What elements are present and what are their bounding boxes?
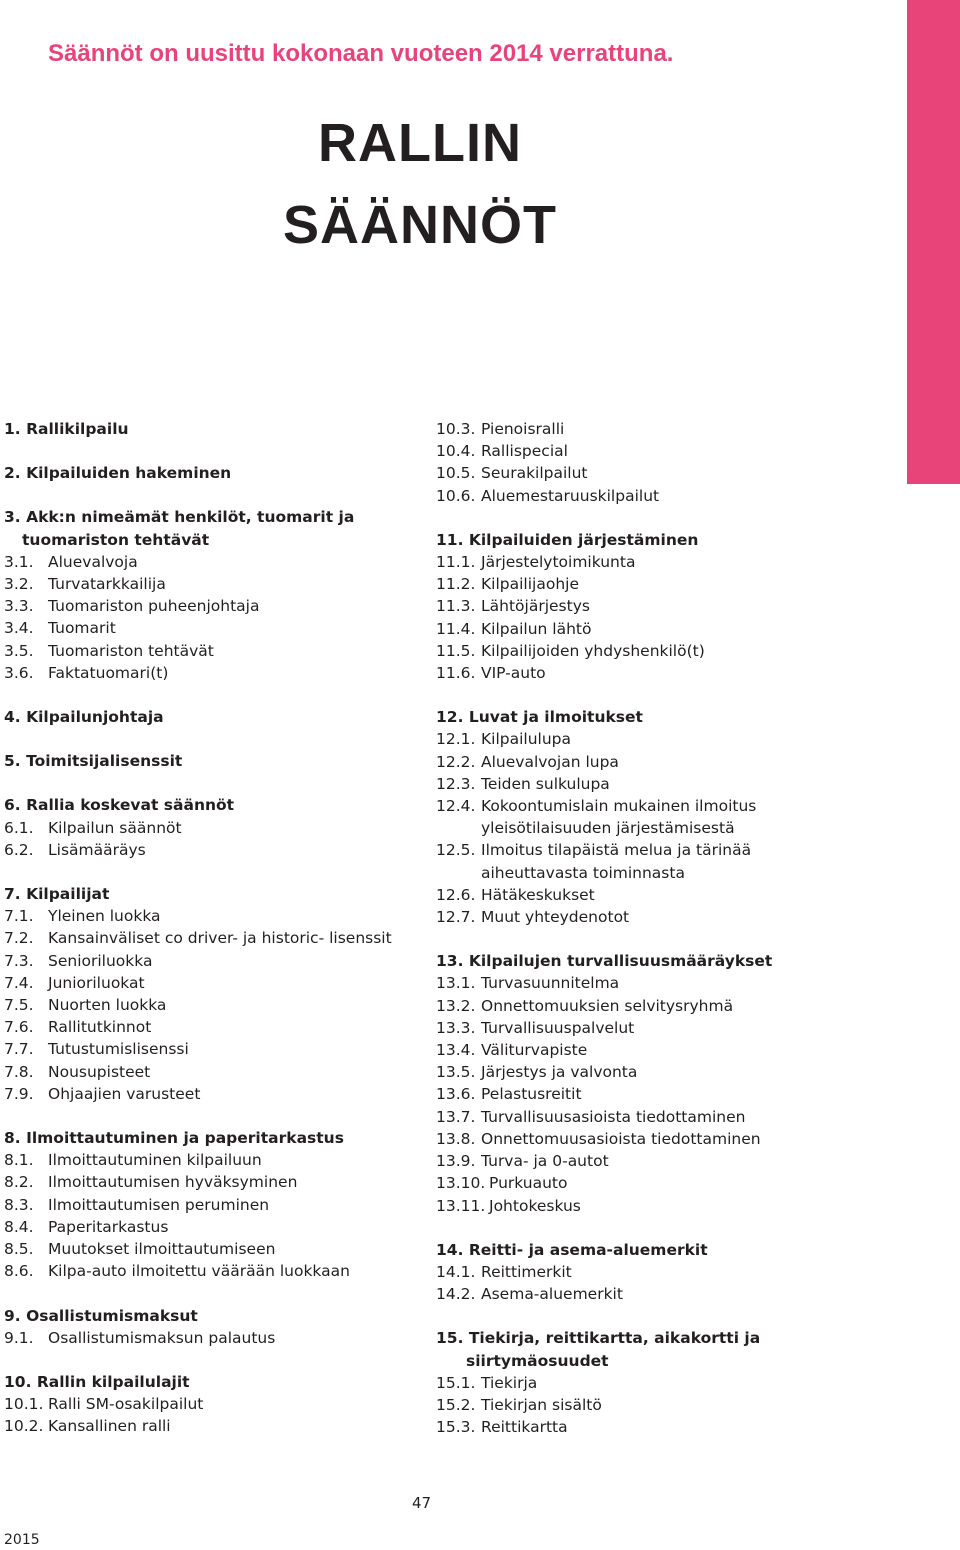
toc-item-number: 7.9. bbox=[4, 1084, 34, 1103]
toc-item-label: Ralli SM-osakilpailut bbox=[48, 1395, 204, 1414]
toc-item-number: 7.4. bbox=[4, 973, 34, 992]
toc-item bbox=[436, 773, 876, 795]
toc-item-label: Hätäkeskukset bbox=[481, 885, 595, 904]
toc-item bbox=[436, 1039, 876, 1061]
toc-item bbox=[4, 551, 424, 573]
toc-item-label: Aluevalvoja bbox=[48, 552, 138, 571]
toc-item bbox=[436, 1261, 876, 1283]
page-number: 47 bbox=[412, 1494, 432, 1512]
toc-item-number: 13.1. bbox=[436, 974, 476, 993]
toc-item-number: 6.1. bbox=[4, 818, 34, 837]
toc-item bbox=[4, 1171, 424, 1193]
toc-item-number: 11.3. bbox=[436, 597, 476, 616]
toc-item-label: Tuomarit bbox=[48, 619, 116, 638]
toc-item-label: Rallitutkinnot bbox=[48, 1018, 152, 1037]
toc-item-number: 15.3. bbox=[436, 1418, 476, 1437]
toc-item bbox=[436, 418, 876, 440]
toc-item-label: Nuorten luokka bbox=[48, 996, 167, 1015]
toc-item-label: Junioriluokat bbox=[48, 973, 145, 992]
toc-item bbox=[4, 640, 424, 662]
toc-item bbox=[436, 595, 876, 617]
toc-item-label: Teiden sulkulupa bbox=[481, 774, 610, 793]
toc-item bbox=[4, 1149, 424, 1171]
toc-item bbox=[4, 1083, 424, 1105]
toc-section-heading: 15. Tiekirja, reittikartta, aikakortti ja bbox=[436, 1329, 761, 1348]
toc-item-number: 12.6. bbox=[436, 885, 476, 904]
toc-item-label: Reittimerkit bbox=[481, 1262, 572, 1281]
toc-item-number: 13.10. bbox=[436, 1174, 486, 1193]
toc-item-label: Turvallisuusasioista tiedottaminen bbox=[481, 1107, 746, 1126]
toc-item-label: Reittikartta bbox=[481, 1418, 568, 1437]
toc-item bbox=[4, 573, 424, 595]
toc-item-number: 10.3. bbox=[436, 420, 476, 438]
toc-item-label: Lisämääräys bbox=[48, 840, 146, 859]
toc-item bbox=[4, 927, 424, 949]
toc-item-number: 8.3. bbox=[4, 1195, 34, 1214]
toc-item bbox=[436, 1083, 876, 1105]
toc-item bbox=[4, 1393, 424, 1415]
toc-item-number: 6.2. bbox=[4, 840, 34, 859]
toc-item-label: Väliturvapiste bbox=[481, 1041, 588, 1060]
toc-item-number: 12.7. bbox=[436, 908, 476, 927]
toc-item bbox=[436, 972, 876, 994]
toc-item-number: 8.4. bbox=[4, 1217, 34, 1236]
toc-item-label: Ilmoittautumisen peruminen bbox=[48, 1195, 270, 1214]
toc-item-number: 10.4. bbox=[436, 442, 476, 461]
toc-item bbox=[436, 440, 876, 462]
toc-item-number: 12.4. bbox=[436, 797, 476, 816]
toc-item-label: Kansainväliset co driver- ja historic- lisenssit bbox=[48, 929, 392, 948]
toc-item-number: 7.5. bbox=[4, 996, 34, 1015]
toc-item bbox=[4, 1038, 424, 1060]
toc-item bbox=[436, 884, 876, 906]
toc-item-label: Kilpailijoiden yhdyshenkilö(t) bbox=[481, 641, 705, 660]
toc-item-number: 3.6. bbox=[4, 663, 34, 682]
title-line-2: SÄÄNNÖT bbox=[283, 195, 557, 255]
toc-item bbox=[4, 1415, 424, 1437]
toc-item-label: Turvallisuuspalvelut bbox=[481, 1018, 635, 1037]
toc-item-number: 8.5. bbox=[4, 1240, 34, 1259]
toc-item bbox=[436, 795, 876, 817]
title-line-1: RALLIN bbox=[318, 113, 522, 173]
toc-item bbox=[4, 994, 424, 1016]
footer-year: 2015 bbox=[4, 1532, 40, 1548]
toc-item bbox=[4, 1016, 424, 1038]
toc-item bbox=[4, 1238, 424, 1260]
toc-item bbox=[4, 1216, 424, 1238]
toc-item-number: 3.5. bbox=[4, 641, 34, 660]
toc-item-label: Turvatarkkailija bbox=[48, 575, 166, 594]
toc-section-heading-continued: siirtymäosuudet bbox=[466, 1351, 609, 1370]
toc-item bbox=[436, 573, 876, 595]
page-title bbox=[250, 102, 590, 266]
toc-item bbox=[4, 617, 424, 639]
toc-item-label: Tuomariston puheenjohtaja bbox=[48, 597, 260, 616]
toc-item-number: 10.5. bbox=[436, 464, 476, 483]
toc-item-label: Ilmoittautuminen kilpailuun bbox=[48, 1151, 262, 1170]
toc-item-label: Järjestelytoimikunta bbox=[481, 553, 636, 572]
toc-section-heading-continued: tuomariston tehtävät bbox=[22, 530, 210, 549]
toc-item-number: 10.6. bbox=[436, 486, 476, 505]
toc-item bbox=[436, 462, 876, 484]
toc-item-label: Kilpailun lähtö bbox=[481, 619, 592, 638]
toc-item-number: 7.3. bbox=[4, 951, 34, 970]
toc-item bbox=[4, 1260, 424, 1282]
toc-item-number: 7.2. bbox=[4, 929, 34, 948]
toc-item-label: Lähtöjärjestys bbox=[481, 597, 590, 616]
toc-item-number: 12.3. bbox=[436, 774, 476, 793]
toc-item-number: 13.11. bbox=[436, 1196, 486, 1215]
toc-item-number: 10.1. bbox=[4, 1395, 44, 1414]
toc-section-heading: 7. Kilpailijat bbox=[4, 885, 110, 904]
toc-item-label: Ilmoittautumisen hyväksyminen bbox=[48, 1173, 298, 1192]
toc-item-label: Kansallinen ralli bbox=[48, 1417, 171, 1436]
toc-item-label: Onnettomuusasioista tiedottaminen bbox=[481, 1129, 761, 1148]
toc-item-label: Aluevalvojan lupa bbox=[481, 752, 619, 771]
toc-item-label: Paperitarkastus bbox=[48, 1217, 169, 1236]
toc-item-label: Faktatuomari(t) bbox=[48, 663, 169, 682]
toc-item bbox=[4, 817, 424, 839]
toc-item-label: Senioriluokka bbox=[48, 951, 153, 970]
toc-item-label: Tutustumislisenssi bbox=[48, 1040, 189, 1059]
toc-item-number: 13.9. bbox=[436, 1152, 476, 1171]
toc-item bbox=[4, 950, 424, 972]
toc-item-number: 11.4. bbox=[436, 619, 476, 638]
toc-item-label: Kilpailijaohje bbox=[481, 575, 579, 594]
toc-item bbox=[436, 1172, 876, 1194]
toc-item-label: Pienoisralli bbox=[481, 420, 565, 438]
toc-item-label: Rallispecial bbox=[481, 442, 568, 461]
toc-item bbox=[4, 972, 424, 994]
toc-item-number: 3.3. bbox=[4, 597, 34, 616]
toc-item-label: Ohjaajien varusteet bbox=[48, 1084, 201, 1103]
toc-item-number: 11.5. bbox=[436, 641, 476, 660]
toc-item-number: 13.6. bbox=[436, 1085, 476, 1104]
toc-section-heading: 8. Ilmoittautuminen ja paperitarkastus bbox=[4, 1129, 344, 1148]
toc-item bbox=[436, 618, 876, 640]
toc-item-label: Johtokeskus bbox=[489, 1196, 581, 1215]
toc-item bbox=[436, 551, 876, 573]
toc-item bbox=[436, 1128, 876, 1150]
toc-item-number: 9.1. bbox=[4, 1328, 34, 1347]
toc-item-label: Muut yhteydenotot bbox=[481, 908, 630, 927]
toc-item-number: 14.2. bbox=[436, 1285, 476, 1304]
toc-item-number: 3.2. bbox=[4, 575, 34, 594]
toc-item bbox=[436, 839, 876, 861]
toc-item-number: 3.1. bbox=[4, 552, 34, 571]
toc-item-label: Asema-aluemerkit bbox=[481, 1285, 623, 1304]
toc-item-label: Turvasuunnitelma bbox=[481, 974, 620, 993]
toc-item-continued: aiheuttavasta toiminnasta bbox=[481, 863, 685, 882]
toc-item bbox=[436, 662, 876, 684]
toc-item-number: 11.6. bbox=[436, 664, 476, 683]
toc-section-heading: 4. Kilpailunjohtaja bbox=[4, 708, 164, 727]
toc-item bbox=[4, 595, 424, 617]
toc-item-label: Seurakilpailut bbox=[481, 464, 588, 483]
toc-item bbox=[436, 1394, 876, 1416]
toc-section-heading: 5. Toimitsijalisenssit bbox=[4, 752, 183, 771]
toc-item-label: Tiekirjan sisältö bbox=[481, 1395, 602, 1414]
toc-item-label: Purkuauto bbox=[489, 1174, 568, 1193]
toc-section-heading: 11. Kilpailuiden järjestäminen bbox=[436, 530, 699, 549]
toc-item-continued: yleisötilaisuuden järjestämisestä bbox=[481, 819, 735, 838]
toc-section-heading: 14. Reitti- ja asema-aluemerkit bbox=[436, 1240, 708, 1259]
toc-item-label: Kilpailulupa bbox=[481, 730, 572, 749]
toc-section-heading: 2. Kilpailuiden hakeminen bbox=[4, 464, 232, 483]
toc-item bbox=[436, 640, 876, 662]
toc-item-number: 7.6. bbox=[4, 1018, 34, 1037]
toc-section-heading: 12. Luvat ja ilmoitukset bbox=[436, 708, 643, 727]
toc-item-label: VIP-auto bbox=[481, 664, 546, 683]
toc-item-number: 11.1. bbox=[436, 553, 476, 572]
toc-item-label: Osallistumismaksun palautus bbox=[48, 1328, 276, 1347]
toc-item bbox=[436, 906, 876, 928]
toc-item-label: Kilpa-auto ilmoitettu väärään luokkaan bbox=[48, 1262, 350, 1281]
toc-item-number: 12.5. bbox=[436, 841, 476, 860]
toc-item-number: 15.2. bbox=[436, 1395, 476, 1414]
accent-bar bbox=[907, 0, 960, 484]
toc-item bbox=[4, 1327, 424, 1349]
toc-item-number: 12.2. bbox=[436, 752, 476, 771]
toc-item bbox=[436, 995, 876, 1017]
toc-item-number: 13.3. bbox=[436, 1018, 476, 1037]
toc-item-label: Kokoontumislain mukainen ilmoitus bbox=[481, 797, 757, 816]
toc-item-number: 13.7. bbox=[436, 1107, 476, 1126]
toc-item-label: Nousupisteet bbox=[48, 1062, 151, 1081]
toc-item-label: Tiekirja bbox=[481, 1373, 538, 1392]
toc-item bbox=[436, 728, 876, 750]
toc-item-label: Ilmoitus tilapäistä melua ja tärinää bbox=[481, 841, 752, 860]
toc-item-label: Järjestys ja valvonta bbox=[481, 1063, 638, 1082]
toc-item-number: 7.7. bbox=[4, 1040, 34, 1059]
toc-item-label: Onnettomuuksien selvitysryhmä bbox=[481, 996, 734, 1015]
toc-item-label: Aluemestaruuskilpailut bbox=[481, 486, 660, 505]
toc-section-heading: 9. Osallistumismaksut bbox=[4, 1306, 198, 1325]
toc-item-number: 7.8. bbox=[4, 1062, 34, 1081]
toc-right-column bbox=[436, 418, 876, 1460]
toc-item-number: 10.2. bbox=[4, 1417, 44, 1436]
toc-item-label: Pelastusreitit bbox=[481, 1085, 582, 1104]
toc-item-number: 7.1. bbox=[4, 907, 34, 926]
toc-item-number: 14.1. bbox=[436, 1262, 476, 1281]
toc-item-number: 13.4. bbox=[436, 1041, 476, 1060]
toc-item bbox=[4, 662, 424, 684]
toc-item bbox=[436, 1283, 876, 1305]
toc-section-heading: 6. Rallia koskevat säännöt bbox=[4, 796, 235, 815]
toc-item-number: 13.8. bbox=[436, 1129, 476, 1148]
toc-item bbox=[4, 1061, 424, 1083]
page-headline: Säännöt on uusittu kokonaan vuoteen 2014 verrattuna. bbox=[48, 40, 674, 67]
toc-section-heading: 1. Rallikilpailu bbox=[4, 420, 129, 438]
toc-item-label: Turva- ja 0-autot bbox=[481, 1152, 609, 1171]
toc-item-label: Kilpailun säännöt bbox=[48, 818, 182, 837]
toc-item-number: 8.6. bbox=[4, 1262, 34, 1281]
toc-item bbox=[4, 905, 424, 927]
toc-section-heading: 13. Kilpailujen turvallisuusmääräykset bbox=[436, 952, 773, 971]
toc-item bbox=[436, 1150, 876, 1172]
toc-item bbox=[436, 751, 876, 773]
toc-section-heading: 3. Akk:n nimeämät henkilöt, tuomarit ja bbox=[4, 508, 355, 527]
toc-item-label: Muutokset ilmoittautumiseen bbox=[48, 1240, 276, 1259]
toc-item bbox=[436, 1195, 876, 1217]
toc-left-column bbox=[4, 418, 424, 1460]
toc-item bbox=[436, 1106, 876, 1128]
toc-item-label: Yleinen luokka bbox=[48, 907, 161, 926]
toc-item bbox=[4, 839, 424, 861]
toc-item-number: 3.4. bbox=[4, 619, 34, 638]
toc-item bbox=[4, 1194, 424, 1216]
toc-section-heading: 10. Rallin kilpailulajit bbox=[4, 1372, 190, 1391]
toc-item-number: 13.2. bbox=[436, 996, 476, 1015]
toc-item-number: 8.1. bbox=[4, 1151, 34, 1170]
toc-item bbox=[436, 485, 876, 507]
toc-item bbox=[436, 1017, 876, 1039]
toc-item-number: 15.1. bbox=[436, 1373, 476, 1392]
toc-item bbox=[436, 1416, 876, 1438]
toc-item bbox=[436, 1372, 876, 1394]
toc-item-number: 12.1. bbox=[436, 730, 476, 749]
toc-item-number: 8.2. bbox=[4, 1173, 34, 1192]
toc-item-number: 11.2. bbox=[436, 575, 476, 594]
toc-item-number: 13.5. bbox=[436, 1063, 476, 1082]
toc-item bbox=[436, 1061, 876, 1083]
toc-item-label: Tuomariston tehtävät bbox=[48, 641, 214, 660]
